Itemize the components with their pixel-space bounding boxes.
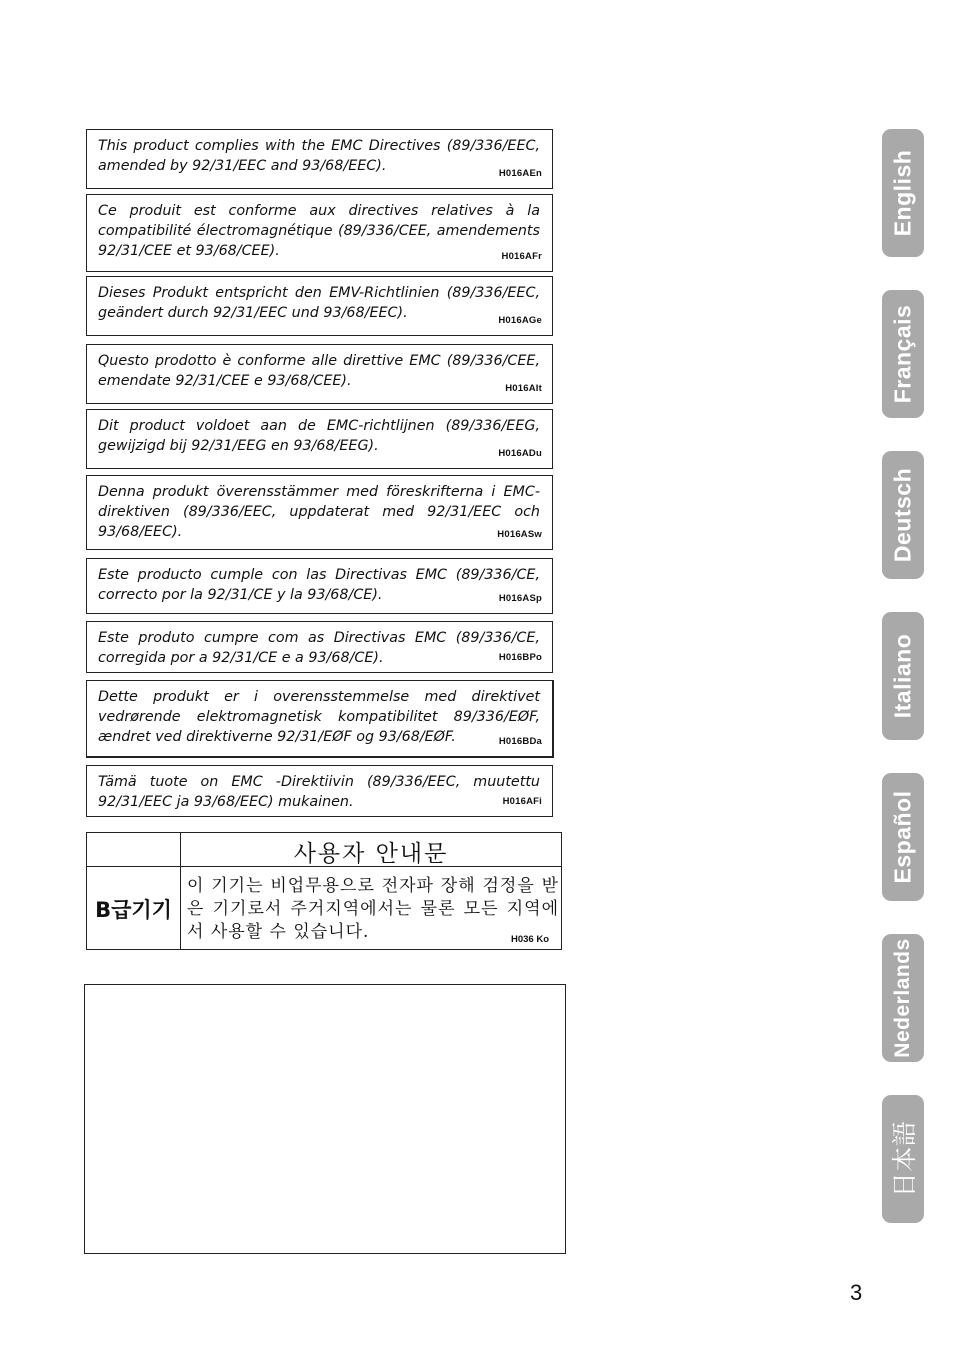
korean-notice-table — [86, 832, 562, 950]
notice-text: Dit product voldoet aan de EMC-richtlijnen (89/336/EEG, gewijzigd bij 92/31/EEG en 93/68/EEG). — [98, 418, 540, 454]
notice-code: H016BDa — [498, 736, 542, 747]
notice-text: Denna produkt överensstämmer med föreskrifterna i EMC-direktiven (89/336/EEC, uppdaterat med 92/31/EEC och 93/68/EEC). — [98, 484, 540, 540]
emc-notice-dutch — [86, 409, 553, 469]
korean-notice-code: H036 Ko — [510, 934, 549, 945]
korean-notice-title: 사용자 안내문 — [293, 841, 449, 867]
emc-notice-german — [86, 276, 553, 336]
emc-notice-finnish — [86, 765, 553, 817]
notice-code: H016AEn — [498, 168, 542, 179]
notice-code: H016AFr — [501, 251, 542, 262]
page-number: 3 — [850, 1280, 863, 1305]
notice-text: Questo prodotto è conforme alle direttive EMC (89/336/CEE, emendate 92/31/CEE e 93/68/CEE). — [98, 353, 540, 389]
tab-italiano[interactable] — [882, 612, 924, 740]
notice-code: H016AFi — [502, 796, 542, 807]
notice-text: Dette produkt er i overensstemmelse med direktivet vedrørende elektromagnetisk kompatibilitet 89/336/EØF, ændret ved direktiverne 92/31/EØF og 93/68/EØF. — [98, 689, 540, 745]
notice-code: H016ASp — [498, 593, 542, 604]
emc-notice-french — [86, 194, 553, 272]
tab-espanol[interactable] — [882, 773, 924, 901]
emc-notice-portuguese — [86, 621, 553, 673]
tab-label: Español — [889, 790, 916, 884]
notice-code: H016ASw — [497, 529, 542, 540]
notice-code: H016ADu — [498, 448, 542, 459]
korean-notice-text: 이 기기는 비업무용으로 전자파 장해 검정을 받은 기기로서 주거지역에서는 물론 모든 지역에서 사용할 수 있습니다. — [187, 876, 559, 942]
emc-notice-spanish — [86, 558, 553, 614]
notice-text: Este producto cumple con las Directivas EMC (89/336/CE, correcto por la 92/31/CE y la 93/68/CE). — [98, 567, 540, 603]
emc-notice-italian — [86, 344, 553, 404]
notice-text: Ce produit est conforme aux directives relatives à la compatibilité électromagnétique (89/336/CEE, amendements 92/31/CEE et 93/68/CEE). — [98, 203, 540, 259]
tab-label: Français — [889, 304, 916, 404]
tab-japanese[interactable] — [882, 1095, 924, 1223]
notice-code: H016BPo — [498, 652, 542, 663]
tab-english[interactable] — [882, 129, 924, 257]
notice-text: Este produto cumpre com as Directivas EMC (89/336/CE, corregida por a 92/31/CE e a 93/68/CE). — [98, 630, 540, 666]
tab-label: English — [889, 149, 916, 237]
tab-label: 日本語 — [890, 1120, 919, 1198]
notice-text: Tämä tuote on EMC -Direktiivin (89/336/EEC, muutettu 92/31/EEC ja 93/68/EEC) mukainen. — [98, 774, 540, 810]
notice-text: This product complies with the EMC Directives (89/336/EEC, amended by 92/31/EEC and 93/68/EEC). — [98, 138, 540, 174]
tab-deutsch[interactable] — [882, 451, 924, 579]
emc-notice-english — [86, 129, 553, 189]
emc-notice-danish — [86, 680, 554, 758]
blank-frame — [84, 984, 566, 1254]
tab-francais[interactable] — [882, 290, 924, 418]
emc-notice-swedish — [86, 475, 553, 550]
notice-code: H016AIt — [505, 383, 542, 394]
tab-nederlands[interactable] — [882, 934, 924, 1062]
tab-label: Deutsch — [889, 467, 916, 563]
notice-code: H016AGe — [498, 315, 542, 326]
notice-text: Dieses Produkt entspricht den EMV-Richtlinien (89/336/EEC, geändert durch 92/31/EEC und 93/68/EEC). — [98, 285, 540, 321]
tab-label: Nederlands — [891, 938, 914, 1058]
tab-label: Italiano — [889, 633, 916, 719]
korean-device-class: B급기기 — [95, 898, 172, 922]
